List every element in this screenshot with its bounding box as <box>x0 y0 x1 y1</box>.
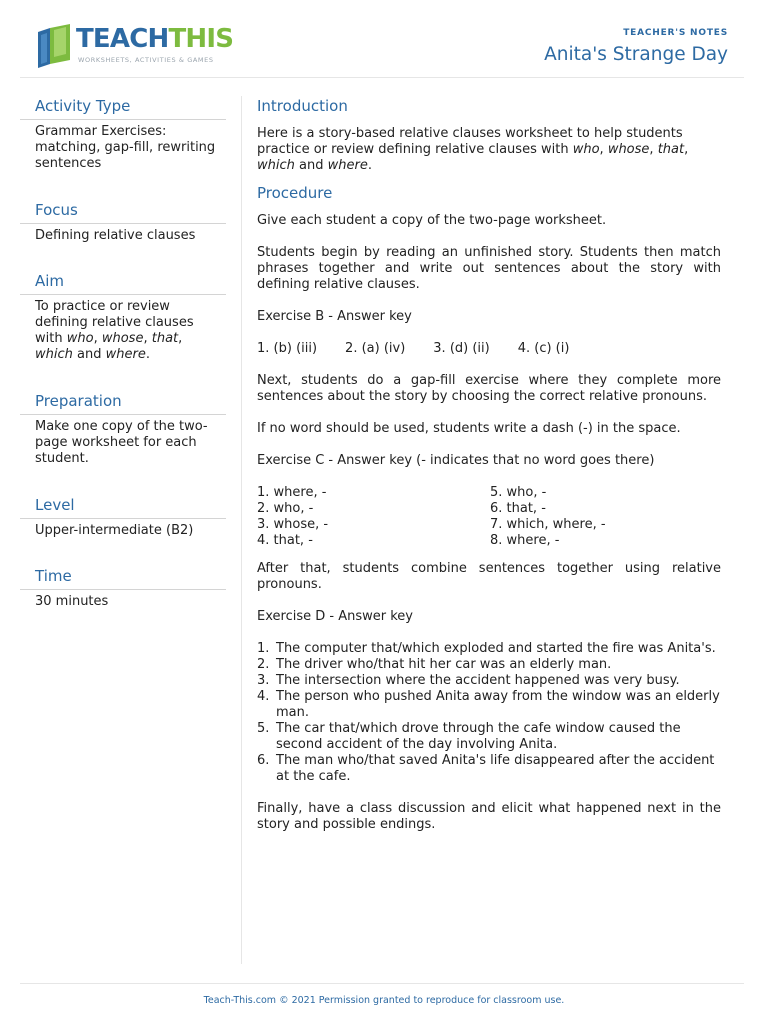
procedure-paragraph-5: After that, students combine sentences together using relative pronouns. <box>257 561 721 592</box>
logo-tagline: WORKSHEETS, ACTIVITIES & GAMES <box>78 56 214 64</box>
exercise-d-answer: 6. The man who/that saved Anita's life disappeared after the accident at the cafe. <box>257 753 715 784</box>
exercise-b-answer: 2. (a) (iv) <box>345 341 406 356</box>
introduction-heading: Introduction <box>257 97 348 115</box>
aim-section <box>20 271 226 391</box>
exercise-d-answer: 4. The person who pushed Anita away from the window was an elderly man. <box>257 689 720 720</box>
exercise-c-left-column <box>257 485 487 549</box>
procedure-paragraph-1: Give each student a copy of the two-page worksheet. <box>257 213 607 228</box>
preparation-body: Make one copy of the two-page worksheet for each student. <box>35 419 208 466</box>
logo-title: TEACHTHIS <box>76 24 234 54</box>
level-heading: Level <box>20 495 226 519</box>
time-section <box>20 566 226 610</box>
teach-this-logo <box>36 22 236 70</box>
footer-divider <box>20 983 744 984</box>
exercise-d-answer: 3. The intersection where the accident happened was very busy. <box>257 673 680 688</box>
introduction-text: Here is a story-based relative clauses worksheet to help students practice or review defining relative clauses with who, whose, that, which and where. <box>257 126 689 173</box>
exercise-b-label: Exercise B - Answer key <box>257 309 412 324</box>
exercise-c-answer: 3. whose, - <box>257 517 329 532</box>
exercise-d-answer: 1. The computer that/which exploded and started the fire was Anita's. <box>257 641 716 656</box>
sidebar <box>20 96 226 610</box>
exercise-c-label: Exercise C - Answer key (- indicates that no word goes there) <box>257 453 655 468</box>
exercise-c-answer: 2. who, - <box>257 501 314 516</box>
column-divider <box>241 96 242 964</box>
level-body: Upper-intermediate (B2) <box>35 523 194 538</box>
activity-type-heading: Activity Type <box>20 96 226 120</box>
procedure-paragraph-3: Next, students do a gap-fill exercise where they complete more sentences about the story by choosing the correct relative pronouns. <box>257 373 721 404</box>
level-section <box>20 495 226 566</box>
header-divider <box>20 77 744 78</box>
exercise-b-answer: 3. (d) (ii) <box>433 341 490 356</box>
exercise-c-answer: 4. that, - <box>257 533 313 548</box>
exercise-d-answer: 2. The driver who/that hit her car was an elderly man. <box>257 657 612 672</box>
main-content <box>257 96 721 833</box>
focus-section <box>20 200 226 271</box>
footer-copyright: Teach-This.com © 2021 Permission granted to reproduce for classroom use. <box>203 995 565 1006</box>
focus-heading: Focus <box>20 200 226 224</box>
exercise-b-answer: 1. (b) (iii) <box>257 341 318 356</box>
procedure-paragraph-2: Students begin by reading an unfinished story. Students then match phrases together and write out sentences about the story with defining relative clauses. <box>257 245 721 292</box>
notes-label: TEACHER'S NOTES <box>623 28 728 38</box>
procedure-paragraph-6: Finally, have a class discussion and elicit what happened next in the story and possible endings. <box>257 801 721 832</box>
focus-body: Defining relative clauses <box>35 228 196 243</box>
exercise-c-answer: 5. who, - <box>490 485 547 500</box>
exercise-c-answer: 6. that, - <box>490 501 546 516</box>
time-heading: Time <box>20 566 226 590</box>
exercise-d-answers <box>257 641 721 785</box>
activity-type-body: Grammar Exercises: matching, gap-fill, rewriting sentences <box>35 124 216 171</box>
exercise-d-answer: 5. The car that/which drove through the cafe window caused the second accident of the day involving Anita. <box>257 721 681 752</box>
page-title: Anita's Strange Day <box>544 44 728 65</box>
aim-body: To practice or review defining relative clauses with who, whose, that, which and where. <box>35 299 194 362</box>
preparation-heading: Preparation <box>20 391 226 415</box>
exercise-b-answer: 4. (c) (i) <box>517 341 570 356</box>
time-body: 30 minutes <box>35 594 109 609</box>
exercise-c-answer: 1. where, - <box>257 485 327 500</box>
exercise-c-answers <box>257 485 721 549</box>
exercise-c-answer: 8. where, - <box>490 533 560 548</box>
exercise-c-answer: 7. which, where, - <box>490 517 606 532</box>
aim-heading: Aim <box>20 271 226 295</box>
procedure-heading: Procedure <box>257 184 333 202</box>
preparation-section <box>20 391 226 495</box>
exercise-c-right-column <box>490 485 720 549</box>
procedure-paragraph-4: If no word should be used, students write a dash (-) in the space. <box>257 421 681 436</box>
activity-type-section <box>20 96 226 200</box>
page-header <box>0 0 768 80</box>
book-icon <box>36 24 74 68</box>
exercise-d-label: Exercise D - Answer key <box>257 609 413 624</box>
exercise-b-answers <box>257 341 721 357</box>
